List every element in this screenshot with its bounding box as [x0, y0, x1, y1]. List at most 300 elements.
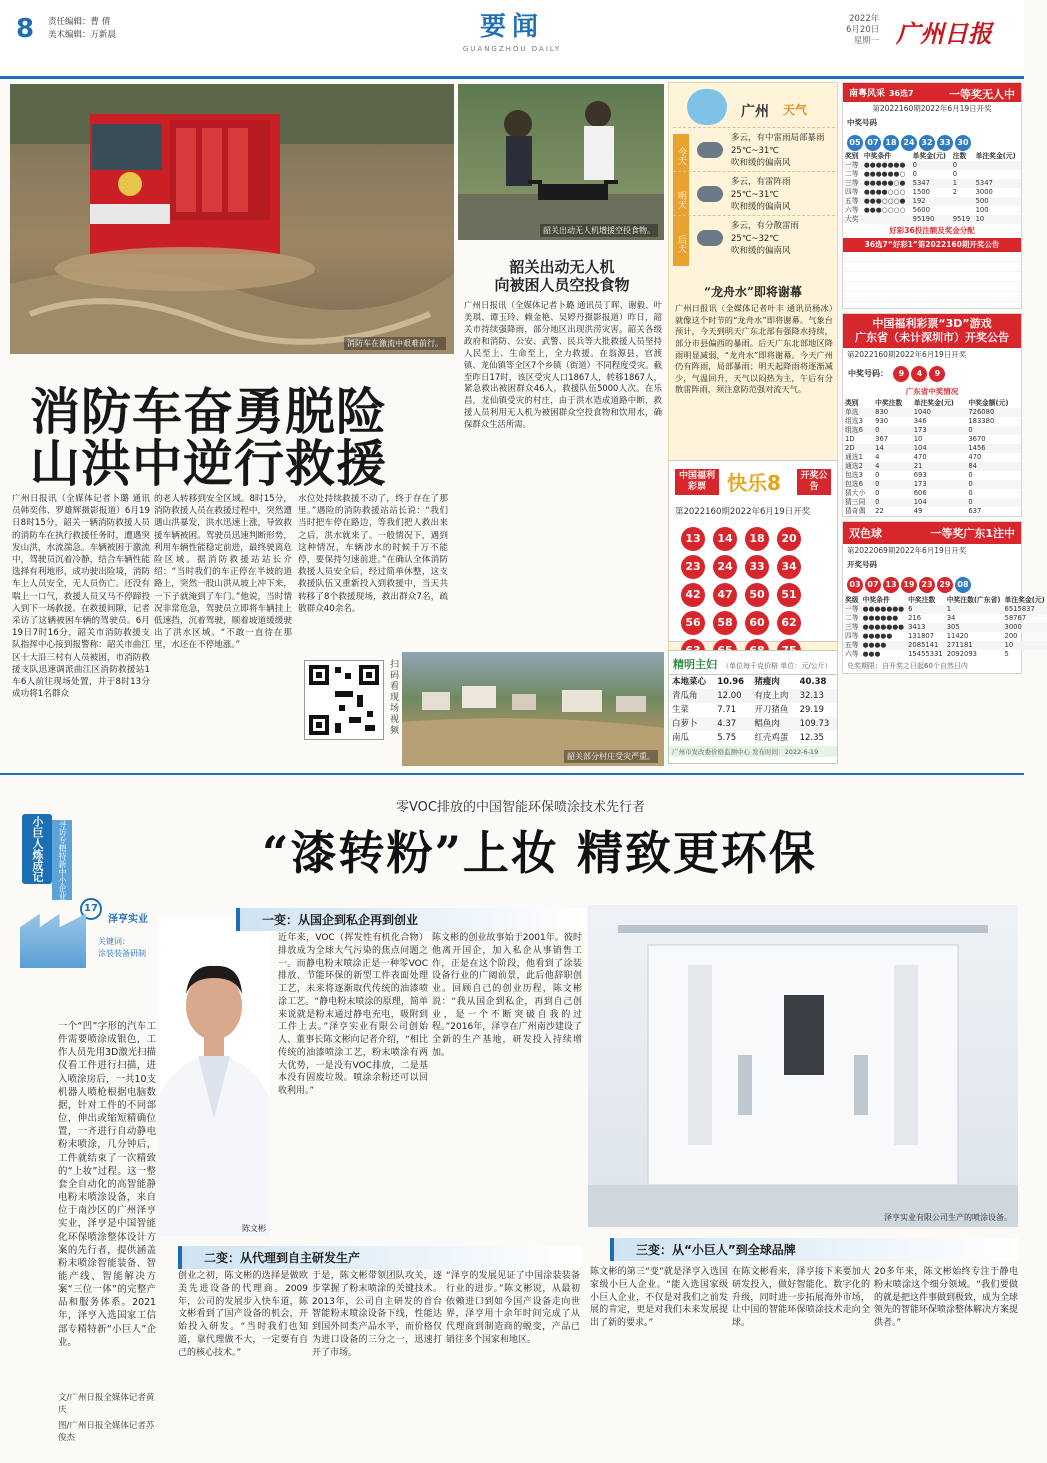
table-row	[669, 731, 837, 745]
table-cell: 192	[912, 197, 926, 205]
table-cell: 12.00	[717, 691, 742, 701]
weather-dayafter-text	[731, 220, 799, 258]
table-cell: 32.13	[799, 691, 824, 701]
ssq-title: 一等奖广东1注中	[930, 527, 1015, 540]
table-cell: 7.71	[717, 705, 737, 715]
table-cell: 四等	[845, 632, 859, 640]
issue-date	[846, 14, 879, 47]
table-row	[843, 152, 1021, 161]
price-header	[669, 651, 837, 675]
table-cell: 58767	[1004, 614, 1027, 622]
table-cell: 二等	[845, 614, 859, 622]
table-cell: 15455331	[908, 650, 943, 658]
table-row	[843, 417, 1021, 426]
table-cell: ●●●●●●●	[862, 605, 905, 613]
table-row	[843, 426, 1021, 435]
weather-today-wind: 吹和缓的偏南风	[731, 158, 791, 168]
ssq-table	[843, 596, 1047, 659]
kuaile8-numbers	[677, 525, 833, 665]
weather-tomorrow-wind: 吹和缓的偏南风	[731, 202, 791, 212]
masthead-logo: 广州日报	[896, 19, 992, 48]
table-cell: 10	[975, 215, 985, 223]
table-cell: 单注奖金(元)	[975, 152, 1016, 160]
fc3d-brand: 中国福利彩票“3D”游戏	[872, 317, 992, 330]
weather-tomorrow-text	[731, 176, 791, 214]
weather-city: 广州	[741, 104, 769, 120]
table-cell: 有皮上肉	[754, 691, 789, 701]
lottery-ball: 60	[745, 611, 769, 635]
table-cell: 单注奖金(元)	[1004, 596, 1045, 604]
hyc-box	[842, 82, 1022, 309]
table-cell: 693	[913, 471, 927, 479]
table-cell: 红壳鸡蛋	[754, 733, 789, 743]
table-cell: 六等	[845, 650, 859, 658]
drone-photo	[458, 84, 664, 240]
table-cell: 开刀猪鱼	[754, 705, 789, 715]
table-cell: 1456	[968, 444, 986, 452]
table-cell: 5347	[912, 179, 930, 187]
table-cell: 单奖金(元)	[912, 152, 947, 160]
lottery-ball: 23	[919, 577, 935, 593]
table-cell: ●●●	[862, 650, 881, 658]
table-cell: 4	[875, 453, 880, 461]
lottery-ball: 24	[713, 555, 737, 579]
weather-day-label: 后天	[673, 222, 689, 266]
fc3d-label: 中奖号码：	[848, 369, 888, 378]
weather-day-label: 明天	[673, 178, 689, 222]
hyc-sub2: 36选7“好彩1”第2022160期开奖公告	[843, 238, 1021, 252]
table-cell: ●●●○○○●	[863, 197, 906, 205]
table-cell: 0	[968, 426, 973, 434]
table-cell: 216	[908, 614, 922, 622]
section-two-col2: 于是，陈文彬带领团队攻关，逐步掌握了粉末喷涂的关键技术。2013年，公司自主研发的首台智能粉末喷涂设备下线，性能达到国外同类产品水平，而价格仅为进口设备的三分之一，迅速打开了市场。	[312, 1271, 442, 1358]
table-row	[843, 161, 1021, 170]
flood-village-illustration	[402, 652, 664, 766]
table-cell: ●●●●●●●	[862, 623, 905, 631]
price-unit: （单位每千克价格 单位：元/公斤）	[722, 662, 832, 670]
designer: 美术编辑：万新晨	[48, 30, 117, 40]
table-cell: 34	[946, 614, 956, 622]
section-name: 要闻	[479, 12, 544, 42]
series-badge: 小巨人炼成记	[22, 814, 52, 884]
table-cell: 637	[968, 507, 982, 515]
lottery-ball: 13	[681, 527, 705, 551]
table-cell: 包选6	[845, 480, 863, 488]
table-cell: 通选2	[845, 462, 863, 470]
thunderstorm-icon	[697, 230, 723, 246]
table-cell: 组选6	[845, 426, 863, 434]
table-cell: 29.19	[799, 705, 824, 715]
fc3d-sub: 广东省（未计深圳市）开奖公告	[855, 331, 1009, 344]
table-row	[843, 435, 1021, 444]
fire-truck-photo	[10, 84, 454, 354]
fire-story-col3: 水位处持续救援不动了，终于存在了那里。”遇险的消防救援站站长说：“我们当时把车停在路边，等我们把人救出来之后，洪水就来了。一般情况下，遇到这种情况，车辆涉水的时候千万不能停，要保持匀速前进。”在确认全体消防救援人员安全后，经过简单休整，这支救援队伍又重新投入到救援中，当天共转移了8个救援现场，救出群众7名，疏散群众40余名。	[298, 494, 448, 614]
spray-booth-illustration	[588, 905, 1018, 1227]
table-row	[669, 675, 837, 689]
weather-day-label: 今天	[673, 134, 689, 178]
price-box	[668, 650, 838, 764]
table-cell: 173	[913, 480, 927, 488]
date-year: 2022年	[849, 14, 880, 24]
weather-label: 天气	[783, 103, 808, 117]
company-name: 泽亨实业	[108, 914, 148, 925]
weather-row-dayafter	[673, 215, 835, 271]
table-row	[669, 717, 837, 731]
fc3d-issue: 第2022160期2022年6月19日开奖	[847, 350, 967, 359]
weather-story: 广州日报讯（全媒体记者叶丰 通讯员杨冰）就像这个时节的“龙舟水”即将谢幕。气象台预计，今天到明天广东北部有强降水持续，部分市县偏西的暴雨。后天广东北部地区降雨明显减弱，“龙舟水”即将谢幕。今天广州仍有阵雨，局部暴雨；明天起降雨将逐渐减少，气温回升，天气以闷热为主，午后有分散雷阵雨，须注意防范强对流天气。	[675, 303, 833, 395]
table-cell: 4	[875, 462, 880, 470]
table-cell: 0	[968, 480, 973, 488]
flood-village-photo	[402, 652, 664, 766]
lottery-ball: 13	[883, 577, 899, 593]
qr-code[interactable]	[304, 660, 384, 740]
table-cell: 一等	[845, 605, 859, 613]
section-three-col1: 陈文彬的第三“变”就是泽亨入选国家级小巨人企业。“能入选国家级小巨人企业，不仅是对我们之前发展的肯定，更是对我们未来发展提出了新的要求。”	[590, 1267, 728, 1329]
drone-headline-line1: 韶关出动无人机	[509, 258, 615, 276]
fire-truck-caption: 消防车在激流中艰难前行。	[344, 337, 446, 350]
weather-tomorrow-temp: 25℃~31℃	[731, 189, 779, 200]
table-cell: 大奖	[845, 215, 859, 223]
factory-icon	[20, 900, 86, 968]
table-cell: 南瓜	[672, 733, 690, 743]
weather-today-text	[731, 132, 825, 170]
table-cell: 131807	[908, 632, 935, 640]
table-cell: 二等	[845, 170, 859, 178]
table-cell: 0	[968, 489, 973, 497]
weather-dayafter-wind: 吹和缓的偏南风	[731, 246, 791, 256]
table-row	[843, 179, 1021, 188]
series-number: 17	[80, 898, 102, 920]
table-row	[843, 444, 1021, 453]
feature-intro: 一个“凹”字形的汽车工件需要喷涂成银色，工作人员先用3D激光扫描仪看工件进行扫描，进入喷涂房后，一共10支机器人喷枪根据电脑数据，针对工件的不同部位，伸出或缩短精确位置，一齐进行自动静电粉末喷涂，几分钟后，工件就结束了一次精致的“上妆”过程。这一整套全自动化的高智能静电粉末喷涂设备，来自位于南沙区的广州泽亨实业，泽亨是中国智能化环保喷涂整体设计方案的先行者，提供涵盖粉末喷涂智能装备、智能产线、智能解决方案“三位一体”的完整产品和服务体系。2021年，泽亨入选国家工信部专精特新“小巨人”企业。	[58, 1021, 156, 1348]
table-cell: 49	[913, 507, 923, 515]
table-cell: 0	[875, 426, 880, 434]
table-cell: 0	[952, 170, 958, 178]
table-cell: 200	[1004, 632, 1018, 640]
table-cell: 14	[875, 444, 884, 452]
table-cell: 22	[875, 507, 884, 515]
hyc-sub: 好彩36投注额及奖金分配	[889, 226, 975, 235]
ssq-numbers	[843, 572, 1021, 594]
table-cell: 中奖条件	[862, 596, 890, 604]
byline-photographer: 图/广州日报全媒体记者苏俊杰	[58, 1421, 155, 1443]
table-cell: 猜三同	[845, 498, 866, 506]
lottery-ball-blue: 08	[955, 577, 971, 593]
lottery-ball: 07	[865, 577, 881, 593]
keyword-label: 关键词：	[98, 937, 130, 946]
table-cell: ●●●●●●○	[863, 170, 906, 178]
drone-story: 广州日报讯（全媒体记者卜璐 通讯员丁晖、谢毅、叶美琪、谭玉玲、赖金艳、吴婷丹摄影报道）昨日，韶关市持续强降雨，部分地区出现洪涝灾害。韶关各级政府和消防、公安、武警、民兵等大批救援人员坚持人民至上、生命至上，全力救援。在翁源县，官渡镇、龙仙镇等全区7个乡镇（街道）不同程度受灾。截至昨日17时，该区受灾人口1867人，转移1867人，紧急救出被困群众46人，救援队伍5000人次。在乐昌，龙仙镇受灾的村庄，由于洪水造成道路中断，救援人员利用无人机为被困群众空投食物和饮用水，确保群众生活所需。	[464, 300, 662, 430]
table-cell: 五等	[845, 197, 859, 205]
weather-dayafter-temp: 25℃~32℃	[731, 233, 779, 244]
table-cell: 0	[912, 161, 917, 169]
flood-village-caption: 韶关部分村庄受灾严重。	[564, 750, 658, 763]
kuaile8-name: 快乐8	[727, 471, 781, 495]
table-cell: 606	[913, 489, 927, 497]
subhead-three: 三变：从“小巨人”到全球品牌	[610, 1238, 1018, 1261]
portrait-illustration	[158, 918, 270, 1236]
table-cell: 三等	[845, 179, 859, 187]
hyc-numbers	[843, 130, 1021, 152]
table-cell: 305	[946, 623, 960, 631]
section-one-col2: 陈文彬的创业故事始于2001年。彼时他离开国企，加入私企从事销售工作，正是在这个阶段，他看到了涂装设备行业的广阔前景，此后他辞职创业。回顾自己的创业历程，陈文彬说：“我从国企到私企，再到自己创业，是一个不断突破自我的过程。”2016年，泽亨在广州南沙建设了全新的生产基地，研发投入持续增加。	[432, 933, 582, 1058]
table-cell: ●●●●	[862, 641, 887, 649]
fire-truck-illustration	[10, 84, 454, 354]
table-cell	[974, 161, 1021, 170]
table-cell: 1040	[913, 408, 931, 416]
table-cell	[951, 197, 974, 206]
weather-today-desc: 多云，有中雷雨局部暴雨	[731, 133, 825, 143]
table-row	[843, 408, 1021, 417]
drone-caption: 韶关出动无人机增援空投食物。	[540, 224, 658, 237]
table-row	[669, 689, 837, 703]
table-row	[843, 596, 1047, 605]
ssq-label: 开奖号码	[847, 560, 877, 569]
table-cell: 367	[875, 435, 889, 443]
table-cell: 单注奖金(元)	[913, 399, 954, 407]
table-cell: 3413	[908, 623, 926, 631]
table-cell: 930	[875, 417, 889, 425]
table-cell: ●●●○○○○	[863, 206, 906, 214]
ssq-box	[842, 521, 1045, 674]
table-cell: 四等	[845, 188, 859, 196]
table-cell: 95190	[912, 215, 935, 223]
ssq-footer: 兑奖期限：自开奖之日起60个自然日内	[847, 662, 968, 670]
lottery-ball: 62	[777, 611, 801, 635]
weather-today-temp: 25℃~31℃	[731, 145, 779, 156]
table-row	[843, 489, 1021, 498]
section-divider	[0, 773, 1024, 775]
fire-story-col2: 的老人转移到安全区域。8时15分，消防救援人员在救援过程中，突然遭遇山洪暴发，洪水迅速上涨，导致救援车辆被困。驾驶员迅速判断形势，利用车辆性能稳定前进，最终驶离危险区域。据消防救援站站长介绍：“当时我们的车正停在半坡的道路上，突然一股山洪从坡上冲下来，一下子就淹到了车门。”他说，当时情况非常危急，驾驶员立即将车辆挂上低速挡，沉着驾驶，顺着坡道缓缓驶出了洪水区域。“不敢一直待在那里，水还在不停地涨。”	[154, 494, 292, 651]
lottery-ball: 18	[745, 527, 769, 551]
table-cell	[974, 170, 1021, 179]
table-cell: 鲳鱼肉	[754, 719, 780, 729]
feature-headline: “漆转粉”上妆 精致更环保	[262, 826, 817, 880]
lottery-ball: 9	[929, 366, 945, 382]
lottery-ball: 32	[919, 135, 935, 151]
fc3d-header	[843, 314, 1021, 348]
lottery-ball: 42	[681, 583, 705, 607]
hyc-brand: 南粤风采	[849, 89, 886, 99]
thunderstorm-icon	[697, 142, 723, 158]
lottery-ball: 07	[865, 135, 881, 151]
table-cell: 0	[968, 498, 973, 506]
table-row	[843, 623, 1047, 632]
table-cell	[951, 206, 974, 215]
table-cell: 6515837	[1004, 605, 1035, 613]
table-row	[843, 507, 1021, 516]
table-cell: 470	[968, 453, 982, 461]
table-cell: 104	[913, 444, 927, 452]
table-row	[843, 170, 1021, 179]
table-cell: 0	[952, 161, 958, 169]
editor-credits	[48, 16, 116, 42]
fc3d-table-title: 广东省中奖情况	[905, 387, 959, 396]
table-row	[843, 462, 1021, 471]
table-cell: 10	[913, 435, 923, 443]
table-row	[669, 703, 837, 717]
table-cell: 三等	[845, 623, 859, 631]
qr-code-pattern	[305, 661, 383, 739]
table-cell: 6	[908, 605, 913, 613]
lottery-ball: 05	[847, 135, 863, 151]
main-headline-line2: 山洪中逆行救援	[30, 434, 387, 493]
spray-booth-photo	[588, 905, 1018, 1227]
table-cell: ●●●●○○○	[863, 188, 906, 196]
table-cell: 类别	[845, 399, 859, 407]
table-cell: 1	[952, 179, 958, 187]
table-cell: 奖级	[845, 596, 859, 604]
table-cell: 2D	[845, 444, 855, 452]
table-cell: 21	[913, 462, 923, 470]
lottery-ball: 30	[955, 135, 971, 151]
table-cell: 470	[913, 453, 927, 461]
table-cell: 3670	[968, 435, 986, 443]
table-cell: 中奖注数	[908, 596, 936, 604]
lottery-ball: 23	[681, 555, 705, 579]
lottery-column	[842, 82, 1045, 678]
section-three-col3: 20多年来，陈文彬始终专注于静电粉末喷涂这个细分领域。“我们要做的就是把这件事做到极致，成为全球领先的智能环保喷涂整体解决方案提供者。”	[874, 1267, 1019, 1329]
hyc-title: 一等奖无人中	[949, 88, 1015, 101]
lottery-ball: 58	[713, 611, 737, 635]
ssq-game: 双色球	[849, 527, 882, 540]
kuaile8-brand: 中国福利彩票	[675, 469, 719, 495]
table-cell: 4.37	[717, 719, 737, 729]
fc3d-numbers	[892, 365, 946, 381]
table-cell: 1D	[845, 435, 855, 443]
price-table	[669, 675, 837, 745]
main-headline-line1: 消防车奋勇脱险	[30, 382, 387, 441]
table-row	[843, 471, 1021, 480]
table-cell: 单选	[845, 408, 859, 416]
table-row	[843, 188, 1021, 197]
date-weekday: 星期一	[853, 36, 880, 46]
table-cell: 0	[968, 471, 973, 479]
lottery-ball: 51	[777, 583, 801, 607]
qr-label: 扫码看现场视频	[390, 660, 400, 736]
table-cell: 0	[875, 471, 880, 479]
ssq-header	[843, 522, 1021, 544]
table-cell: ●●●●●●●	[863, 161, 906, 169]
table-cell: 11420	[946, 632, 969, 640]
lottery-ball: 18	[883, 135, 899, 151]
hyc-game: 36选7	[888, 89, 914, 98]
table-cell: 中奖注数(广东省)	[946, 596, 1001, 604]
lottery-ball: 24	[901, 135, 917, 151]
table-cell: 2085141	[908, 641, 939, 649]
page-number: 8	[16, 14, 35, 44]
table-cell: 中奖注数	[875, 399, 903, 407]
table-cell: 白萝卜	[672, 719, 698, 729]
ssq-issue: 第2022069期2022年6月19日开奖	[847, 546, 967, 555]
table-cell: 青瓜角	[672, 691, 698, 701]
drone-illustration	[458, 84, 664, 240]
lottery-ball: 20	[777, 527, 801, 551]
hyc-table	[843, 152, 1021, 224]
series-subtitle: 寻访专精特新中小企业	[52, 820, 72, 900]
table-cell: 猜大小	[845, 489, 866, 497]
table-cell: 173	[913, 426, 927, 434]
spray-booth-caption: 泽亨实业有限公司生产的喷涂设备。	[884, 1213, 1012, 1222]
table-cell: 5.75	[717, 733, 737, 743]
table-row	[843, 206, 1021, 215]
table-row	[843, 215, 1021, 224]
table-cell	[862, 215, 911, 224]
portrait-photo	[158, 918, 270, 1236]
fc3d-numbers-row	[843, 362, 1021, 385]
table-cell: 注数	[952, 152, 967, 160]
section-title	[440, 6, 584, 53]
table-cell: 10.96	[717, 677, 745, 687]
table-cell: 40.38	[799, 677, 827, 687]
table-cell: 10	[1004, 641, 1014, 649]
table-cell: 中奖金额(元)	[968, 399, 1009, 407]
fc3d-table	[843, 399, 1021, 516]
weather-headline: “龙舟水”即将谢幕	[704, 285, 802, 299]
kuaile8-issue: 第2022160期2022年6月19日开奖	[675, 507, 811, 517]
lottery-ball: 29	[937, 577, 953, 593]
table-cell: ●●●●●○●	[863, 179, 906, 187]
table-row	[843, 650, 1047, 659]
kuaile8-tag: 开奖公告	[797, 469, 831, 495]
weather-logo	[687, 89, 727, 125]
table-cell: 通选1	[845, 453, 863, 461]
table-cell: 猪瘦肉	[754, 677, 780, 687]
editor: 责任编辑：曹 倩	[48, 17, 111, 27]
table-row	[843, 641, 1047, 650]
table-row	[843, 453, 1021, 462]
table-cell: 0	[875, 480, 880, 488]
table-row	[843, 480, 1021, 489]
subhead-two: 二变：从代理到自主研发生产	[178, 1246, 582, 1269]
section-three-col2: 在陈文彬看来，泽亨接下来要加大研发投入，做好智能化、数字化的升级，同时进一步拓展海外市场，让中国的智能环保喷涂技术走向全球。	[732, 1267, 870, 1329]
table-cell: 奖别	[845, 152, 859, 160]
table-cell: 2	[952, 188, 958, 196]
table-cell: 500	[975, 197, 989, 205]
table-cell: 3000	[1004, 623, 1022, 631]
section-name-en: GUANGZHOU DAILY	[462, 45, 562, 53]
section-two-col3: “泽亨的发展见证了中国涂装装备行业的进步。”陈文彬说，从最初依赖进口到如今国产设备走向世界，泽亨用十余年时间完成了从代理商到制造商的蜕变，产品已销往多个国家和地区。	[446, 1271, 580, 1345]
table-cell: 一等	[845, 161, 859, 169]
lottery-ball: 33	[937, 135, 953, 151]
lottery-ball: 50	[745, 583, 769, 607]
table-cell: 109.73	[799, 719, 830, 729]
table-cell: 猜奇偶	[845, 507, 866, 515]
table-row	[843, 605, 1047, 614]
lottery-ball: 4	[911, 366, 927, 382]
table-cell: 2092093	[946, 650, 977, 658]
table-cell: 271181	[946, 641, 973, 649]
table-cell: 本地菜心	[672, 677, 707, 687]
table-row	[843, 498, 1021, 507]
section-two-col1: 创业之初，陈文彬的选择是做欧美先进设备的代理商。2009年，公司的发展步入快车道，陈文彬看到了国产设备的机会，开始投入研发。“当时我们也知道，靠代理做不大，一定要有自己的核心技术。”	[178, 1271, 308, 1358]
table-cell: 9519	[952, 215, 971, 223]
table-cell: 包选3	[845, 471, 863, 479]
table-cell: 五等	[845, 641, 859, 649]
table-cell: 1	[946, 605, 952, 613]
table-cell: 104	[913, 498, 927, 506]
table-row	[843, 614, 1047, 623]
table-cell: 5	[1004, 650, 1009, 658]
table-cell: 生菜	[672, 705, 690, 715]
price-title: 精明主妇	[673, 658, 717, 671]
lottery-ball: 03	[847, 577, 863, 593]
kuaile8-box	[668, 460, 838, 642]
lottery-ball: 9	[893, 366, 909, 382]
table-cell: 3000	[975, 188, 993, 196]
table-cell: 组选3	[845, 417, 863, 425]
table-cell: ●●●●●	[862, 632, 893, 640]
